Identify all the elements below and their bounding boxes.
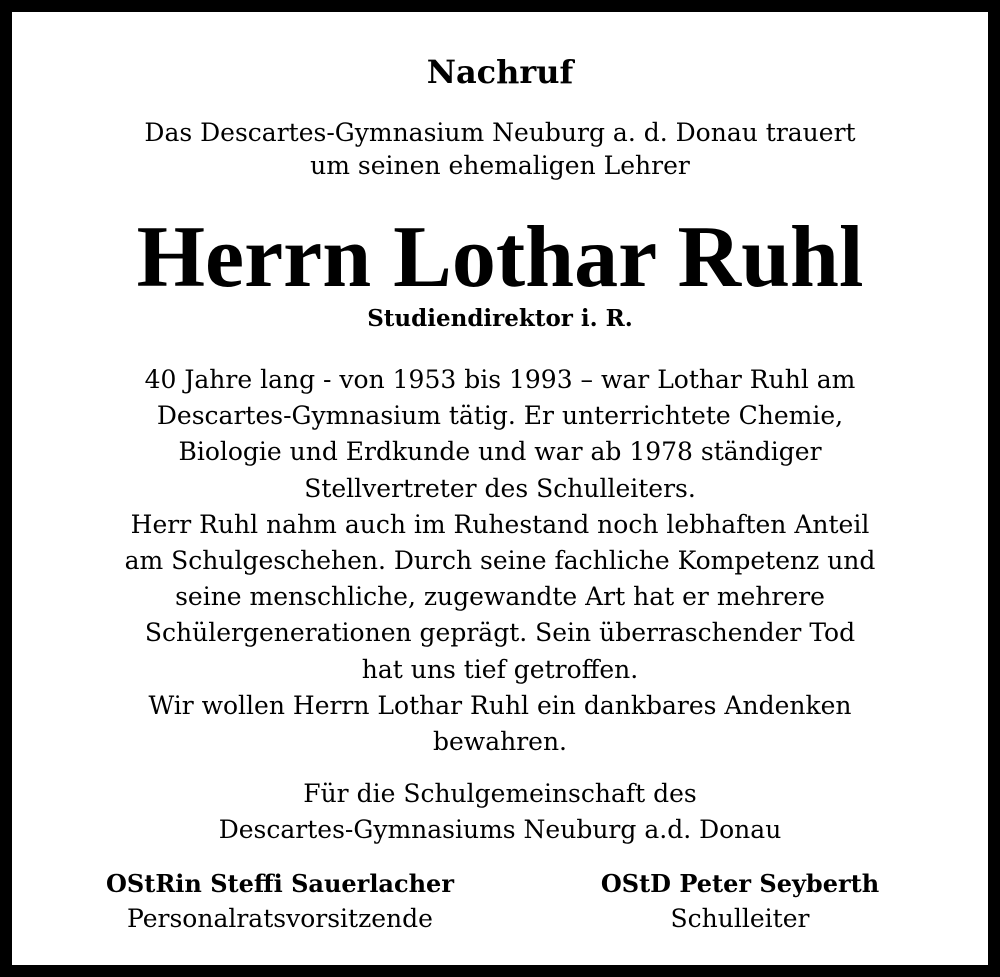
intro-text (12, 116, 988, 182)
body-line: seine menschliche, zugewandte Art hat er mehrere (175, 582, 825, 612)
intro-line: Das Descartes-Gymnasium Neuburg a. d. Donau trauert (144, 118, 856, 147)
signatory-right (540, 867, 940, 937)
body-line: Biologie und Erdkunde und war ab 1978 ständiger (178, 437, 822, 467)
body-line: 40 Jahre lang - von 1953 bis 1993 – war Lothar Ruhl am (144, 365, 856, 394)
body-line: Schülergenerationen geprägt. Sein überraschender Tod (144, 618, 856, 648)
signatory-name: OStRin Steffi Sauerlacher (106, 869, 454, 898)
deceased-name: Herrn Lothar Ruhl (136, 209, 864, 306)
body-line: am Schulgeschehen. Durch seine fachliche Kompetenz und (124, 546, 876, 576)
signatory-role: Schulleiter (670, 904, 810, 933)
body-line: bewahren. (433, 727, 567, 757)
body-line: Stellvertreter des Schulleiters. (304, 473, 696, 503)
body-line: Wir wollen Herrn Lothar Ruhl ein dankbares Andenken (148, 690, 852, 720)
signatory-name: OStD Peter Seyberth (600, 869, 880, 898)
closing-text (12, 776, 988, 848)
deceased-title: Studiendirektor i. R. (367, 305, 633, 332)
notice-heading: Nachruf (426, 53, 574, 91)
body-line: Herr Ruhl nahm auch im Ruhestand noch lebhaften Anteil (130, 509, 870, 539)
intro-line: um seinen ehemaligen Lehrer (310, 151, 690, 180)
body-line: hat uns tief getroffen. (361, 654, 639, 684)
closing-line: Für die Schulgemeinschaft des (303, 779, 697, 808)
signatory-left (80, 867, 480, 937)
body-text (12, 362, 988, 760)
closing-line: Descartes-Gymnasiums Neuburg a.d. Donau (218, 815, 782, 844)
body-line: Descartes-Gymnasium tätig. Er unterrichtete Chemie, (156, 401, 844, 431)
signatory-role: Personalratsvorsitzende (127, 904, 433, 933)
